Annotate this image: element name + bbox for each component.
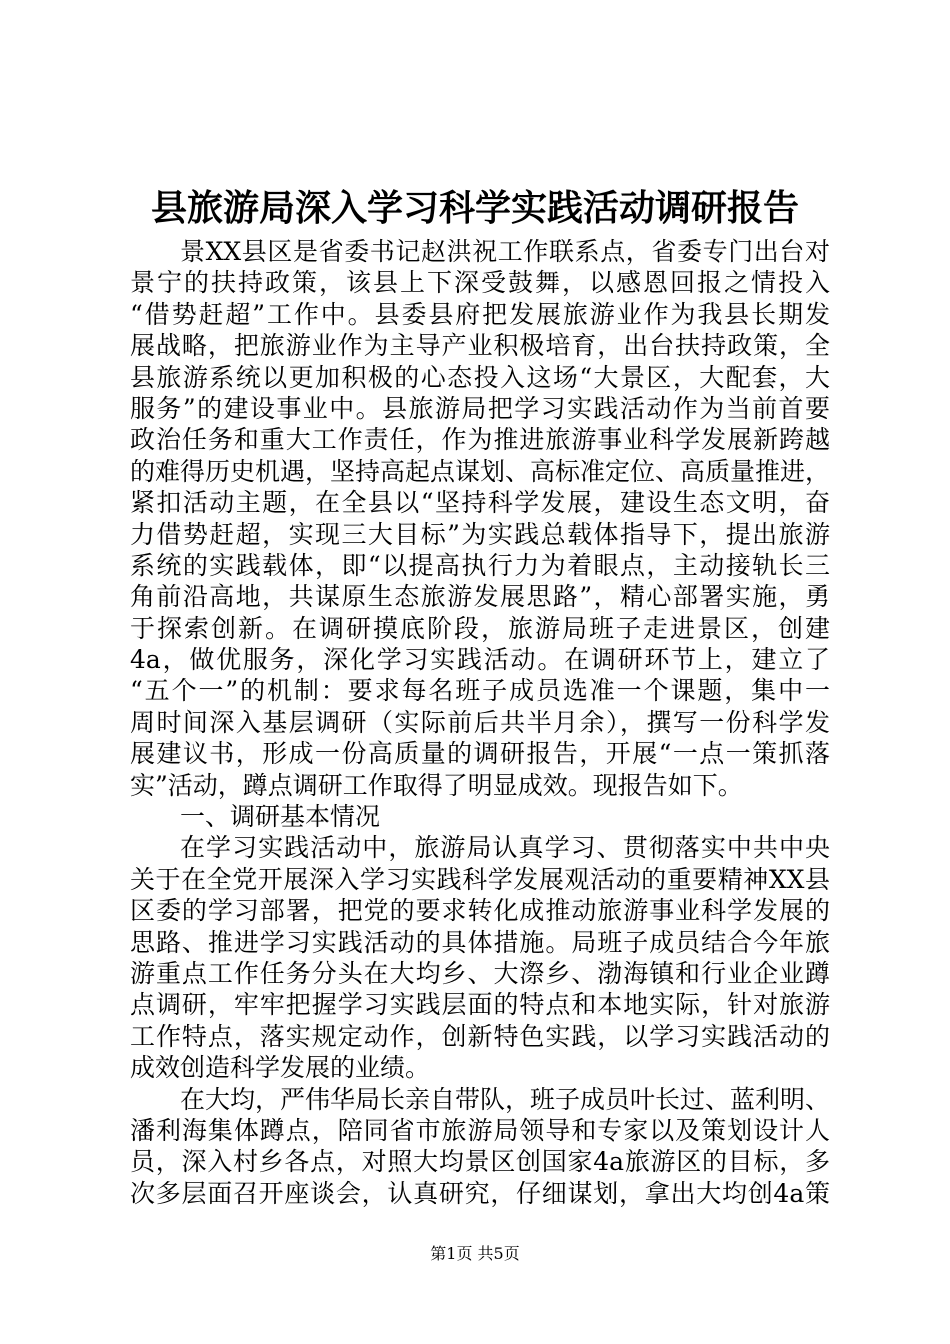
page-footer: 第1页 共5页 [430,1244,520,1263]
text-line: 区委的学习部署，把党的要求转化成推动旅游事业科学发展的 [130,896,830,926]
text-line: 游重点工作任务分头在大均乡、大漈乡、渤海镇和行业企业蹲 [130,958,830,988]
text-line: 系统的实践载体，即“以提高执行力为着眼点，主动接轨长三 [130,550,830,580]
text-line: 展建议书，形成一份高质量的调研报告，开展“一点一策抓落 [130,739,830,769]
text-line: 景XX县区是省委书记赵洪祝工作联系点，省委专门出台对 [180,237,830,266]
text-line: 展战略，把旅游业作为主导产业积极培育，出台扶持政策，全 [130,331,830,361]
text-line: 政治任务和重大工作责任，作为推进旅游事业科学发展新跨越 [130,425,830,455]
text-line: 县旅游系统以更加积极的心态投入这场“大景区，大配套，大 [130,362,830,392]
text-line: 点调研，牢牢把握学习实践层面的特点和本地实际，针对旅游 [130,990,830,1020]
text-line: 在大均，严伟华局长亲自带队，班子成员叶长过、蓝利明、 [180,1084,831,1114]
text-line: 工作特点，落实规定动作，创新特色实践，以学习实践活动的 [130,1021,830,1051]
text-line: “借势赶超”工作中。县委县府把发展旅游业作为我县长期发 [130,299,830,329]
text-line: 服务”的建设事业中。县旅游局把学习实践活动作为当前首要 [130,393,830,423]
text-line: “五个一”的机制：要求每名班子成员选准一个课题，集中一 [130,676,830,706]
text-line: 在学习实践活动中，旅游局认真学习、贯彻落实中共中央 [180,833,830,863]
text-line: 潘利海集体蹲点，陪同省市旅游局领导和专家以及策划设计人 [130,1115,830,1145]
text-line: 于探索创新。在调研摸底阶段，旅游局班子走进景区，创建 [130,613,830,643]
text-line: 4a，做优服务，深化学习实践活动。在调研环节上，建立了 [130,645,830,675]
text-line: 关于在全党开展深入学习实践科学发展观活动的重要精神XX县 [130,864,830,894]
text-line: 思路、推进学习实践活动的具体措施。局班子成员结合今年旅 [130,927,830,957]
document-title: 县旅游局深入学习科学实践活动调研报告 [150,187,799,229]
text-line: 力借势赶超，实现三大目标”为实践总载体指导下，提出旅游 [130,519,830,549]
text-line: 一、调研基本情况 [180,802,381,832]
text-line: 的难得历史机遇，坚持高起点谋划、高标准定位、高质量推进， [130,456,831,486]
text-line: 景宁的扶持政策，该县上下深受鼓舞，以感恩回报之情投入 [130,268,830,298]
text-line: 紧扣活动主题，在全县以“坚持科学发展，建设生态文明，奋 [130,488,830,518]
text-line: 次多层面召开座谈会，认真研究，仔细谋划，拿出大均创4a策 [130,1178,830,1208]
text-line: 实”活动，蹲点调研工作取得了明显成效。现报告如下。 [130,770,743,800]
text-line: 员，深入村乡各点，对照大均景区创国家4a旅游区的目标，多 [130,1147,830,1177]
text-line: 成效创造科学发展的业绩。 [130,1053,431,1083]
document-body [130,236,830,1209]
text-line: 周时间深入基层调研（实际前后共半月余），撰写一份科学发 [130,707,830,737]
text-line: 角前沿高地，共谋原生态旅游发展思路”，精心部署实施，勇 [130,582,830,612]
